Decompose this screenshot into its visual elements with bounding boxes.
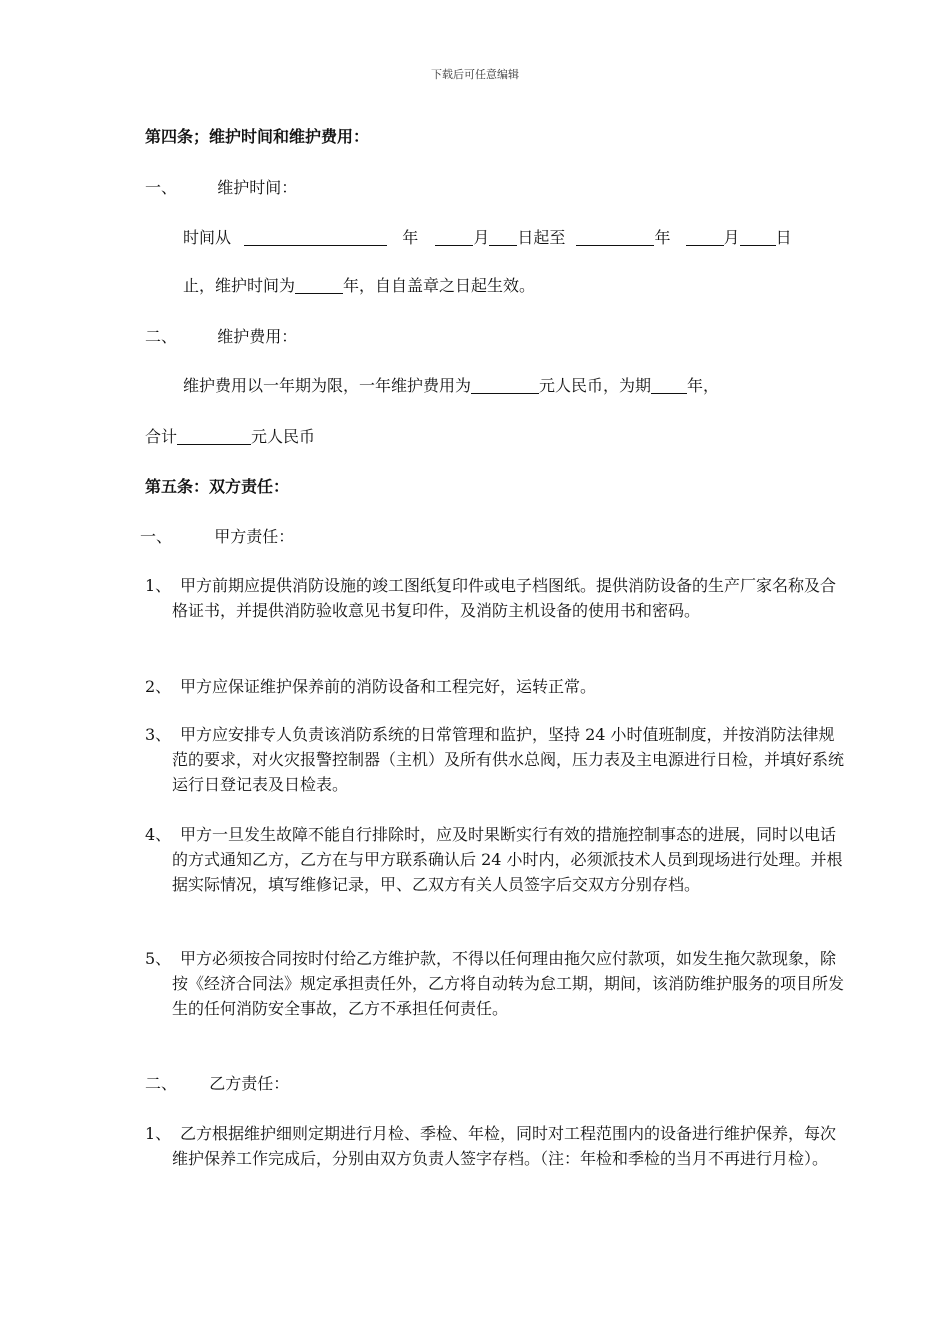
text-total: 合计 — [145, 427, 178, 446]
party-b-item-1 — [145, 1121, 845, 1171]
period-years-blank[interactable] — [651, 375, 687, 394]
text-month: 月 — [473, 228, 490, 247]
text-effective: 年，自自盖章之日起生效。 — [343, 276, 536, 295]
item-text: 甲方一旦发生故障不能自行排除时，应及时果断实行有效的措施控制事态的进展，同时以电话的方式通知乙方，乙方在与甲方联系确认后 24 小时内，必须派技术人员到现场进行处理。并根据实际情况，填写维修记录，甲、乙双方有关人员签字后交双方分别存档。 — [172, 825, 843, 894]
section-label: 维护时间： — [217, 178, 298, 197]
text-from: 时间从 — [183, 228, 232, 247]
start-month-blank[interactable] — [435, 227, 473, 246]
text-year-2: 年 — [654, 228, 671, 247]
item-text: 乙方根据维护细则定期进行月检、季检、年检，同时对工程范围内的设备进行维护保养，每次维护保养工作完成后，分别由双方负责人签字存档。（注：年检和季检的当月不再进行月检）。 — [172, 1124, 837, 1168]
text-rmb-period: 元人民币，为期 — [539, 376, 652, 395]
start-year-blank[interactable] — [244, 227, 387, 246]
maintenance-time-line-2 — [183, 273, 535, 298]
item-number: 1、 — [145, 576, 172, 595]
item-text: 甲方前期应提供消防设施的竣工图纸复印件或电子档图纸。提供消防设备的生产厂家名称及合格证书，并提供消防验收意见书复印件，及消防主机设备的使用书和密码。 — [172, 576, 837, 620]
start-day-blank[interactable] — [489, 227, 517, 246]
item-number: 3、 — [145, 725, 172, 744]
section-label: 甲方责任： — [214, 527, 295, 546]
item-number: 1、 — [145, 1124, 172, 1143]
item-text: 甲方必须按合同按时付给乙方维护款，不得以任何理由拖欠应付款项，如发生拖欠款现象，除按《经济合同法》规定承担责任外，乙方将自动转为怠工期，期间，该消防维护服务的项目所发生的任何消防安全事故，乙方不承担任何责任。 — [172, 949, 845, 1018]
section-label: 乙方责任： — [209, 1074, 290, 1093]
maintenance-fee-line-2 — [145, 424, 315, 449]
maintenance-fee-line-1 — [183, 373, 719, 398]
item-number: 5、 — [145, 949, 172, 968]
text-rmb: 元人民币 — [251, 427, 316, 446]
party-a-item-5 — [145, 946, 845, 1021]
total-fee-blank[interactable] — [177, 426, 251, 445]
party-a-item-2 — [145, 674, 845, 699]
item-number: 2、 — [145, 677, 172, 696]
end-day-blank[interactable] — [740, 227, 776, 246]
page-header: 下载后可任意编辑 — [431, 68, 519, 81]
section-party-b — [145, 1071, 289, 1096]
text-day-2: 日 — [775, 228, 792, 247]
annual-fee-blank[interactable] — [471, 375, 539, 394]
text-duration: 止，维护时间为 — [183, 276, 296, 295]
party-a-item-1 — [145, 573, 845, 623]
item-number: 4、 — [145, 825, 172, 844]
section-number: 一、 — [145, 178, 178, 197]
section-number: 一、 — [140, 527, 173, 546]
item-text: 甲方应保证维护保养前的消防设备和工程完好，运转正常。 — [180, 677, 597, 696]
text-fee: 维护费用以一年期为限，一年维护费用为 — [183, 376, 472, 395]
end-month-blank[interactable] — [686, 227, 724, 246]
duration-years-blank[interactable] — [295, 275, 343, 294]
article-5-title: 第五条：双方责任： — [145, 477, 290, 496]
section-maintenance-fee — [145, 324, 297, 349]
section-maintenance-time — [145, 175, 297, 200]
section-party-a — [140, 524, 294, 549]
party-a-item-4 — [145, 822, 845, 897]
section-label: 维护费用： — [217, 327, 298, 346]
section-number: 二、 — [145, 1074, 178, 1093]
item-text: 甲方应安排专人负责该消防系统的日常管理和监护，坚持 24 小时值班制度，并按消防法律规范的要求，对火灾报警控制器（主机）及所有供水总阀，压力表及主电源进行日检，并填好系统运行日登记表及日检表。 — [172, 725, 845, 794]
text-month-2: 月 — [723, 228, 740, 247]
text-day-until: 日起至 — [517, 228, 566, 247]
text-years: 年， — [687, 376, 720, 395]
text-year: 年 — [402, 228, 419, 247]
end-year-blank[interactable] — [576, 227, 654, 246]
maintenance-time-line-1 — [183, 225, 792, 250]
section-number: 二、 — [145, 327, 178, 346]
article-4-title: 第四条；维护时间和维护费用： — [145, 127, 370, 146]
party-a-item-3 — [145, 722, 845, 797]
